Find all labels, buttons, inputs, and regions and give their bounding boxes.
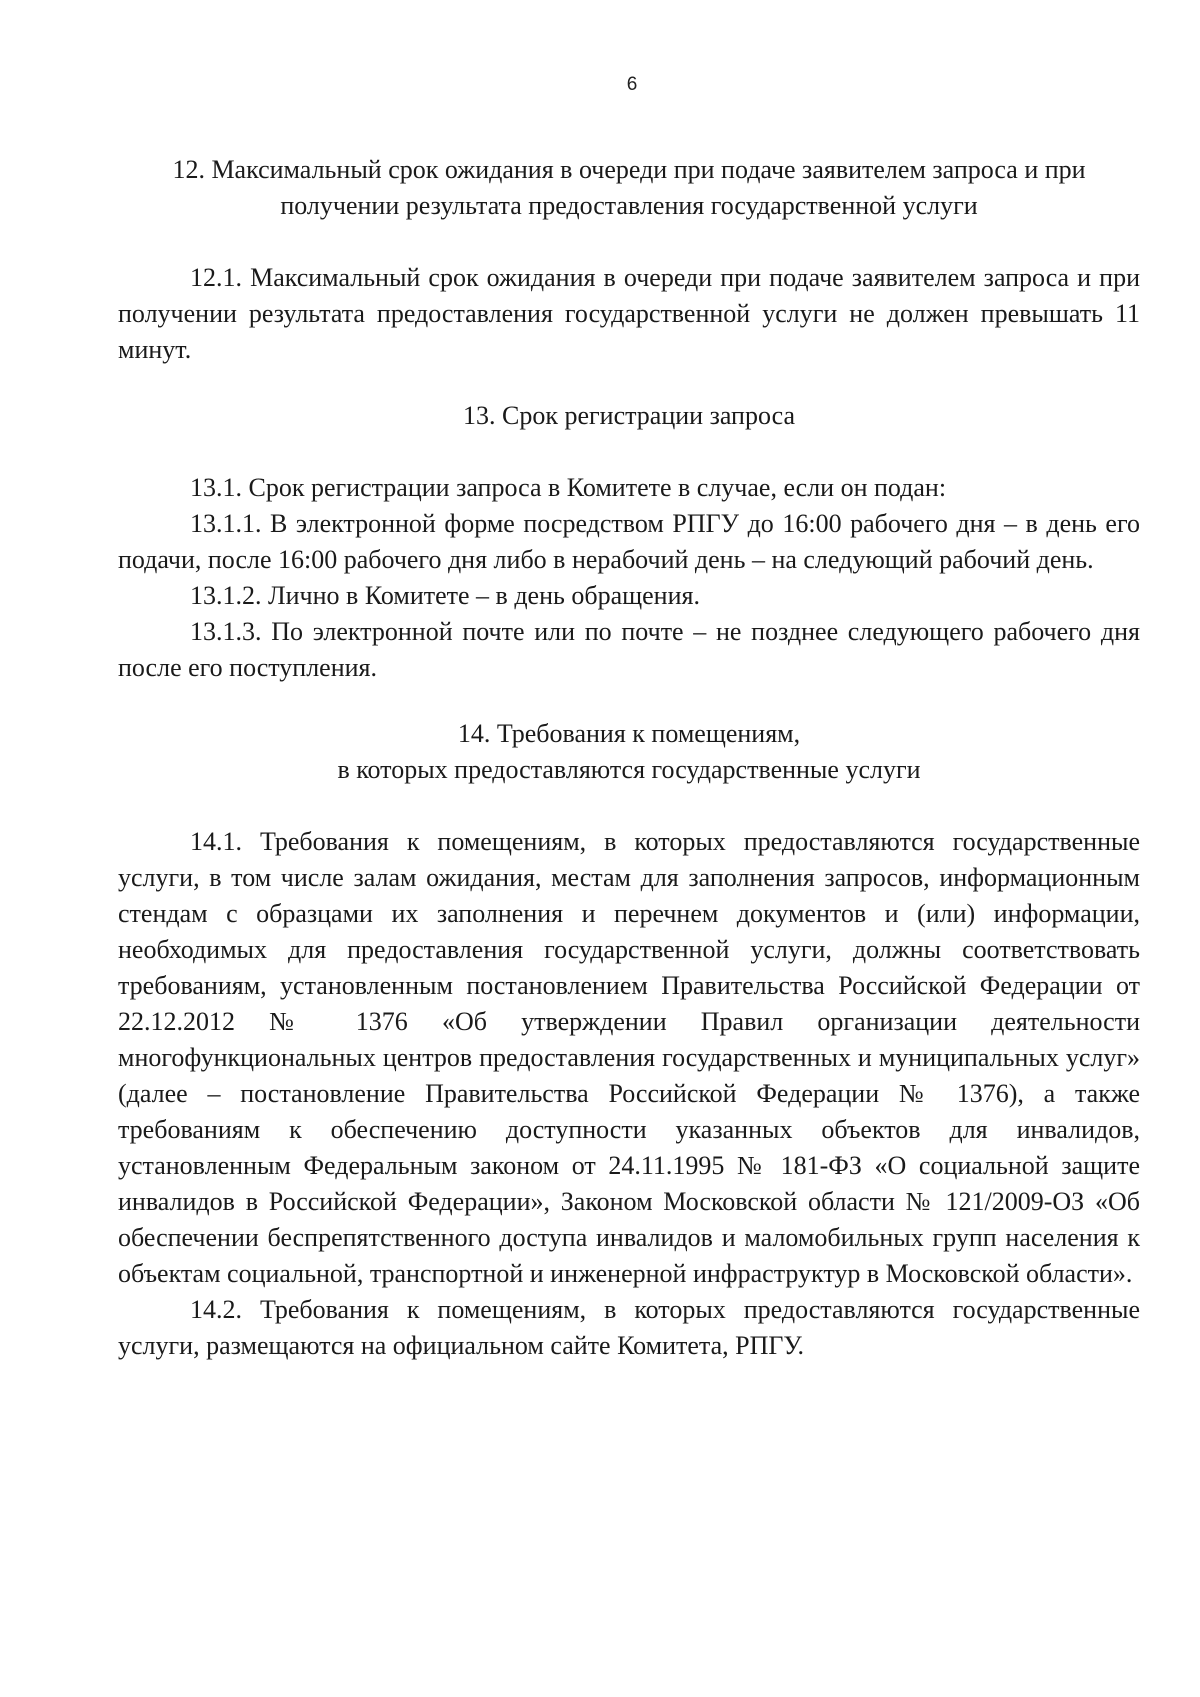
- paragraph-13-1-2: 13.1.2. Лично в Комитете – в день обращения.: [190, 581, 700, 610]
- paragraph-12-1: 12.1. Максимальный срок ожидания в очереди при подаче заявителем запроса и при получении результата предоставления государственной услуги не должен превышать 11 минут.: [118, 263, 1140, 364]
- heading-line: 14. Требования к помещениям,: [457, 719, 801, 748]
- heading-line: в которых предоставляются государственные услуги: [337, 755, 921, 784]
- paragraph-13-1-3: 13.1.3. По электронной почте или по почте – не позднее следующего рабочего дня после его поступления.: [118, 617, 1140, 682]
- heading-line: 13. Срок регистрации запроса: [462, 401, 796, 430]
- heading-line: 12. Максимальный срок ожидания в очереди при подаче заявителем запроса и при: [172, 155, 1086, 184]
- paragraph-14-2: 14.2. Требования к помещениям, в которых предоставляются государственные услуги, размещаются на официальном сайте Комитета, РПГУ.: [118, 1295, 1140, 1360]
- paragraph-13-1-1: 13.1.1. В электронной форме посредством РПГУ до 16:00 рабочего дня – в день его подачи, после 16:00 рабочего дня либо в нерабочий день – на следующий рабочий день.: [118, 509, 1140, 574]
- section-13-heading: [118, 398, 1140, 434]
- paragraph-14-1: 14.1. Требования к помещениям, в которых предоставляются государственные услуги, в том числе залам ожидания, местам для заполнения запросов, информационным стендам с образцами их заполнения и перечнем документов и (или) информации, необходимых для предоставления государственной услуги, должны соответствовать требованиям, установленным постановлением Правительства Российской Федерации от 22.12.2012 № 1376 «Об утверждении Правил организации деятельности многофункциональных центров предоставления государственных и муниципальных услуг» (далее – постановление Правительства Российской Федерации № 1376), а также требованиям к обеспечению доступности указанных объектов для инвалидов, установленным Федеральным законом от 24.11.1995 № 181-ФЗ «О социальной защите инвалидов в Российской Федерации», Законом Московской области № 121/2009-ОЗ «Об обеспечении беспрепятственного доступа инвалидов и маломобильных групп населения к объектам социальной, транспортной и инженерной инфраструктур в Московской области».: [118, 827, 1140, 1288]
- document-body: [118, 152, 1140, 1364]
- section-14-heading: [118, 716, 1140, 788]
- paragraph-13-1: 13.1. Срок регистрации запроса в Комитете в случае, если он подан:: [190, 473, 947, 502]
- page-number: 6: [626, 74, 638, 95]
- heading-line: получении результата предоставления государственной услуги: [280, 191, 978, 220]
- section-12-heading: [118, 152, 1140, 224]
